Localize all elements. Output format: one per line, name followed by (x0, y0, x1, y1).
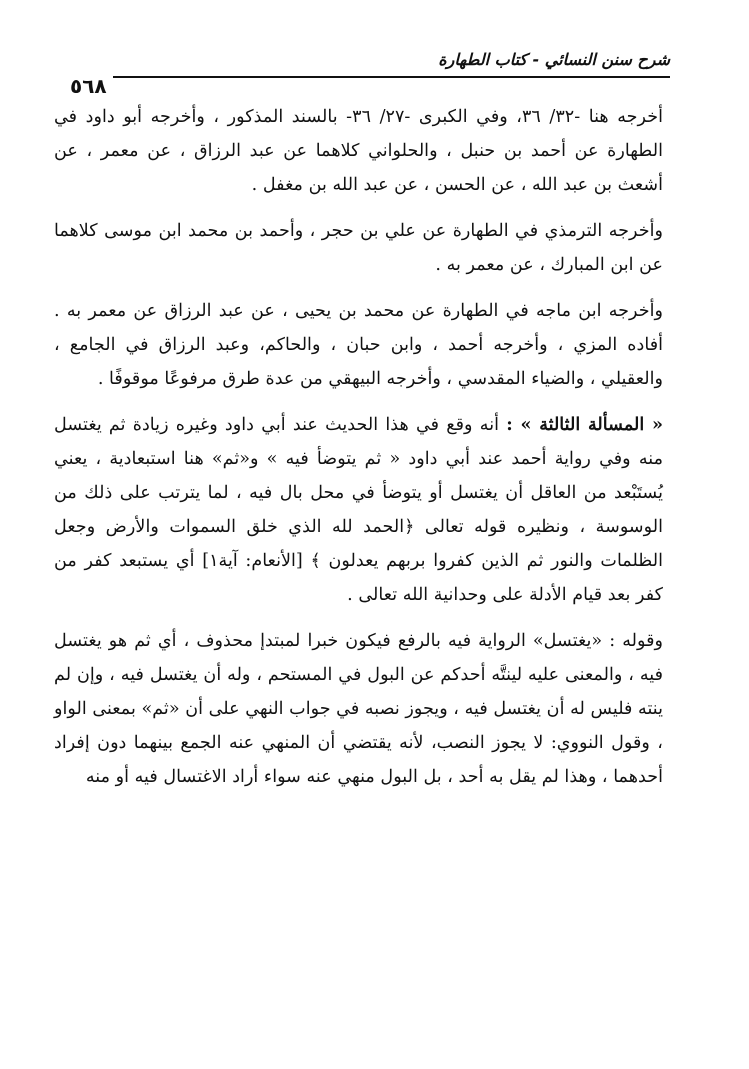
paragraph-text: وأخرجه الترمذي في الطهارة عن علي بن حجر ، وأحمد بن محمد ابن موسى كلاهما عن ابن المبارك ، عن معمر به . (54, 221, 663, 275)
header-rule (70, 76, 670, 78)
paragraph (54, 100, 663, 202)
paragraph-text: وقوله : «يغتسل» الرواية فيه بالرفع فيكون خبرا لمبتدإ محذوف ، أي ثم هو يغتسل فيه ، والمعنى عليه لينتَّه أحدكم عن البول في المستحم ، وله أن يغتسل فيه ، وإن لم ينته فليس له أن يغتسل فيه ، ويجوز نصبه في جواب النهي على أن «ثم» بمعنى الواو ، وقول النووي: لا يجوز النصب، لأنه يقتضي أن المنهي عنه الجمع بينهما دون إفراد أحدهما ، وهذا لم يقل به أحد ، بل البول منهي عنه سواء أراد الاغتسال فيه أو منه (54, 631, 663, 787)
running-header (70, 40, 670, 98)
paragraph-text: أنه وقع في هذا الحديث عند أبي داود وغيره زيادة ثم يغتسل منه وفي رواية أحمد عند أبي داود « ثم يتوضأ فيه » و«ثم» هنا استبعادية ، يعني يُستَبْعد من العاقل أن يغتسل أو يتوضأ في محل بال فيه ، لما يترتب على ذلك من الوسوسة ، ونظيره قوله تعالى ﴿الحمد لله الذي خلق السموات والأرض وجعل الظلمات والنور ثم الذين كفروا بربهم يعدلون ﴾ [الأنعام: آية١] أي يستبعد كفر من كفر بعد قيام الأدلة على وحدانية الله تعالى . (54, 415, 663, 605)
paragraph (54, 408, 663, 612)
running-title: شرح سنن النسائي - كتاب الطهارة (438, 50, 670, 69)
page-number: ٥٦٨ (70, 74, 113, 98)
paragraph (54, 294, 663, 396)
body-text (54, 100, 663, 794)
paragraph-text: وأخرجه ابن ماجه في الطهارة عن محمد بن يحيى ، عن عبد الرزاق عن معمر به . أفاده المزي ، وأخرجه أحمد ، وابن حبان ، والحاكم، وعبد الرزاق في الجامع ، والعقيلي ، والضياء المقدسي ، وأخرجه البيهقي من عدة طرق مرفوعًا موقوفًا . (54, 301, 663, 389)
paragraph (54, 624, 663, 794)
paragraph (54, 214, 663, 282)
paragraph-text: أخرجه هنا -٣٢/ ٣٦، وفي الكبرى -٢٧/ ٣٦- بالسند المذكور ، وأخرجه أبو داود في الطهارة عن أحمد بن حنبل ، والحلواني كلاهما عن عبد الرزاق ، عن معمر ، عن أشعث بن عبد الله ، عن الحسن ، عن عبد الله بن مغفل . (54, 107, 663, 195)
section-heading: « المسألة الثالثة » : (506, 414, 663, 435)
